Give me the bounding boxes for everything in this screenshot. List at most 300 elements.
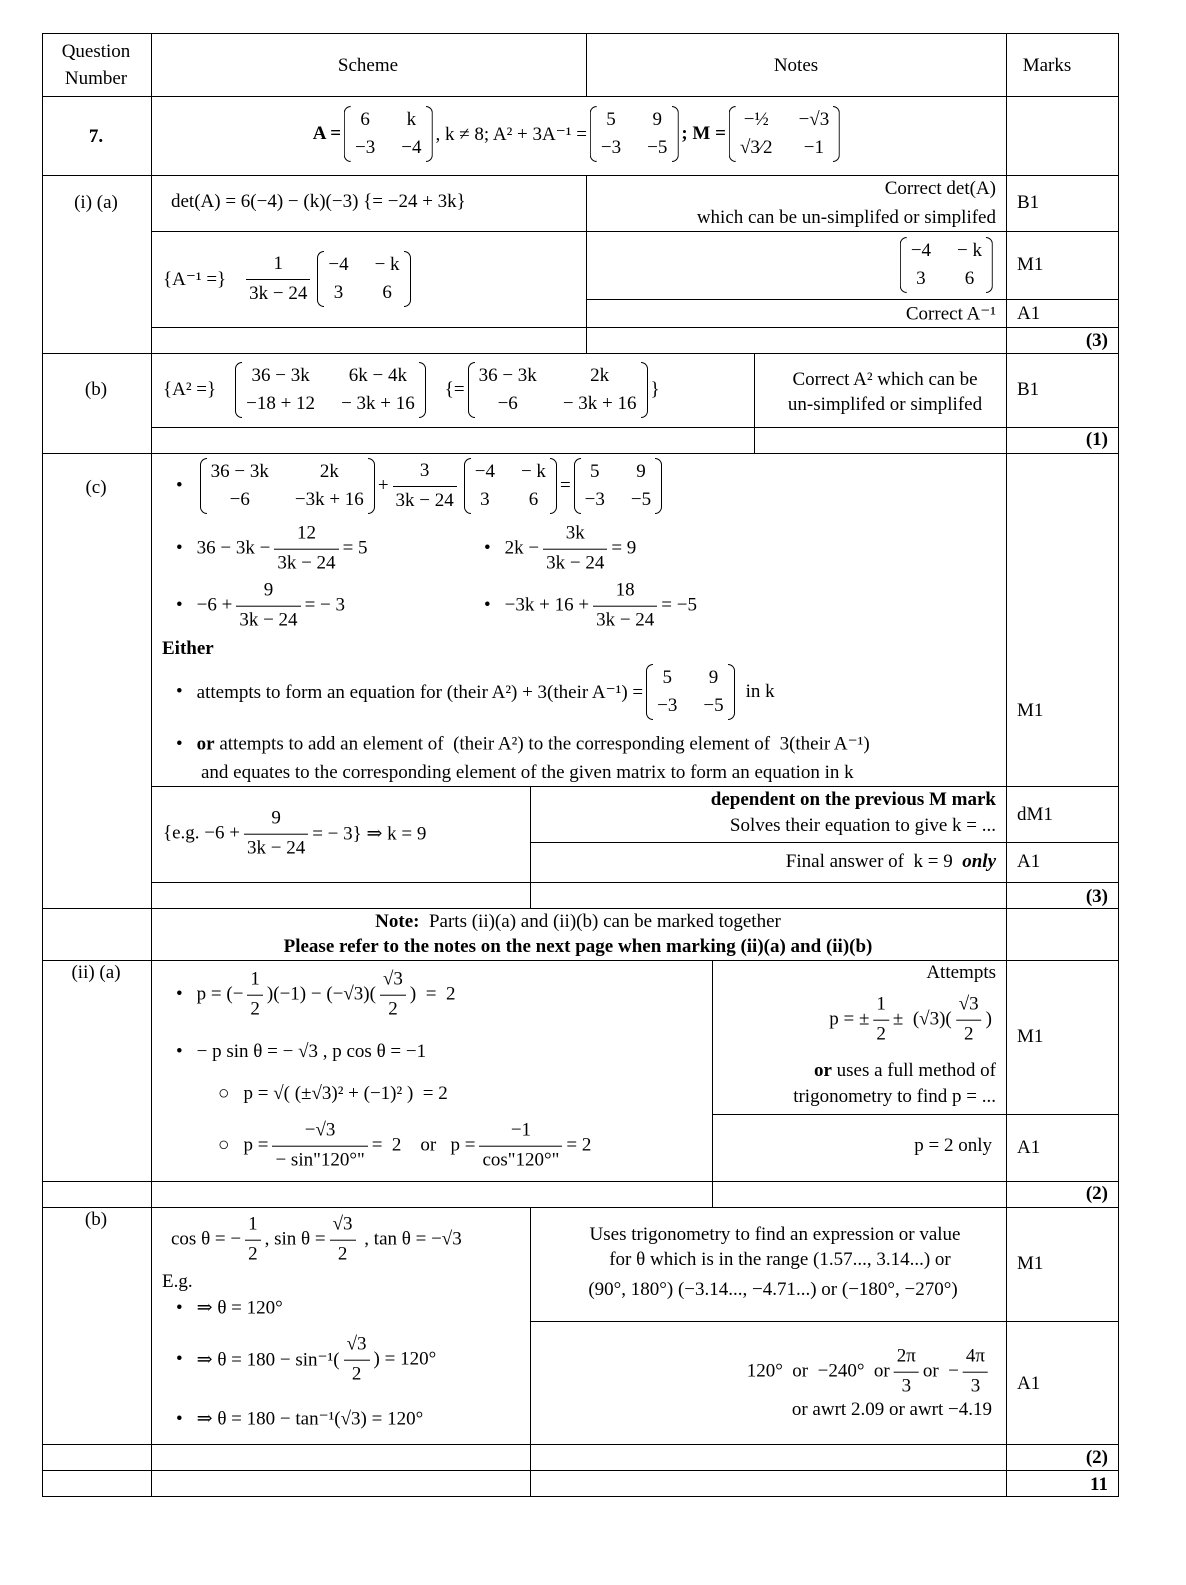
table-cell	[151, 1444, 531, 1471]
part-label: (b)	[84, 379, 108, 400]
fraction	[245, 1214, 261, 1267]
right-paren	[404, 251, 411, 307]
eq-part: = 9	[611, 538, 637, 559]
eq-part: = 2	[566, 1135, 592, 1156]
left-paren	[200, 458, 207, 514]
right-paren	[728, 664, 735, 720]
criterion-text: attempts to add an element of (their A²) to the corresponding element of 3(their A⁻¹)	[214, 733, 870, 755]
denominator: 3k − 24	[546, 552, 605, 574]
part-total: (1)	[1085, 429, 1108, 450]
fraction	[873, 994, 889, 1047]
matrix-entry: 6k − 4k	[348, 365, 408, 386]
table-cell	[1006, 453, 1119, 787]
eq-part: {e.g. −6 +	[163, 823, 240, 844]
matrix	[468, 362, 648, 418]
matrix-entry: √3⁄2	[739, 137, 773, 158]
matrix-entry: k	[406, 109, 417, 130]
det-working: det(A) = 6(−4) − (k)(−3) {= −24 + 3k}	[171, 191, 466, 212]
mark: A1	[1017, 1137, 1041, 1158]
matrix-entry: −3	[584, 489, 605, 510]
matrix-entry: 3	[916, 268, 926, 289]
matrix-entry: − k	[957, 240, 982, 261]
bullet: •	[484, 595, 491, 616]
right-paren	[986, 237, 993, 293]
bullet: •	[176, 681, 183, 702]
numerator: 3	[393, 460, 457, 487]
numerator: 1	[873, 994, 889, 1021]
bullet: •	[176, 733, 183, 754]
numerator: 1	[246, 253, 310, 280]
working	[176, 969, 455, 1022]
left-paren	[468, 362, 475, 418]
eq-part: 36 − 3k −	[196, 538, 271, 559]
left-paren	[317, 251, 324, 307]
fraction	[479, 1120, 562, 1173]
table-cell	[42, 960, 152, 1182]
working	[176, 1297, 283, 1320]
note: Correct A² which can be	[792, 369, 978, 390]
matrix-entries	[653, 664, 727, 720]
matrix-entries	[736, 106, 833, 162]
matrix-entries	[207, 458, 368, 514]
note	[786, 851, 996, 873]
left-paren	[464, 458, 471, 514]
left-paren	[729, 106, 736, 162]
denominator: 3k − 24	[277, 552, 336, 574]
note-line: Please refer to the notes on the next page when marking (ii)(a) and (ii)(b)	[283, 936, 873, 957]
numerator: 2π	[894, 1346, 919, 1373]
matrix-entry: 6	[964, 268, 975, 289]
matrix-entries	[475, 362, 641, 418]
equals: =	[559, 475, 571, 496]
header-scheme: Scheme	[337, 55, 399, 76]
eq-part: ) = 2	[409, 984, 456, 1005]
working	[176, 1408, 423, 1431]
equation	[484, 523, 636, 576]
mark: M1	[1017, 700, 1044, 721]
note: or awrt 2.09 or awrt −4.19	[791, 1399, 992, 1420]
numerator: −√3	[272, 1120, 367, 1147]
mark: M1	[1017, 1253, 1044, 1274]
mark: dM1	[1017, 804, 1053, 825]
trig-values	[171, 1214, 462, 1267]
note: which can be un-simplifed or simplifed	[696, 207, 996, 228]
note: p = 2 only	[914, 1135, 992, 1156]
left-paren	[574, 458, 581, 514]
part-label: (i) (a)	[74, 192, 118, 213]
note-label: Note:	[375, 911, 420, 932]
header-notes: Notes	[773, 55, 819, 76]
note: Attempts	[926, 962, 996, 983]
note: un-simplifed or simplifed	[787, 394, 983, 415]
eq-part: −6 +	[196, 595, 233, 616]
eq-part: ⇒ θ = 180 − sin⁻¹(	[196, 1349, 340, 1371]
part-label: (c)	[85, 477, 107, 498]
bullet: •	[176, 1297, 183, 1318]
sub-bullet: ○	[218, 1135, 230, 1156]
fraction	[272, 1120, 367, 1173]
criterion	[176, 664, 775, 720]
equation	[484, 580, 697, 633]
matrix-entry: 2k	[590, 365, 610, 386]
note-text: Parts (ii)(a) and (ii)(b) can be marked together	[419, 911, 781, 932]
table-cell	[530, 882, 1007, 909]
note: for θ which is in the range (1.57..., 3.14...) or	[609, 1249, 951, 1270]
matrix	[464, 458, 557, 514]
matrix-entry: 9	[708, 667, 719, 688]
matrix-entry: 36 − 3k	[251, 365, 310, 386]
inverse-working	[163, 251, 414, 307]
part-total: (3)	[1085, 886, 1108, 907]
fraction	[244, 808, 308, 861]
table-cell	[1006, 908, 1119, 961]
fraction	[236, 580, 300, 633]
equation	[176, 580, 345, 633]
denominator: 2	[250, 998, 260, 1020]
note: dependent on the previous M mark	[710, 789, 996, 810]
eq-part: = − 3} ⇒ k = 9	[312, 823, 427, 845]
denominator: 2	[337, 1243, 348, 1265]
note-matrix	[897, 237, 996, 293]
note: trigonometry to find p = ...	[793, 1086, 996, 1107]
matrix-entries	[581, 458, 655, 514]
matrix-entry: −½	[743, 109, 769, 130]
numerator: √3	[330, 1214, 356, 1241]
brace: }	[650, 379, 660, 400]
numerator: √3	[344, 1334, 370, 1361]
fraction	[246, 253, 310, 306]
question-number: 7.	[88, 126, 104, 147]
mark: B1	[1017, 192, 1040, 213]
table-cell	[42, 908, 152, 961]
eq-part: cos θ = −	[171, 1229, 242, 1250]
inverse-label: {A⁻¹ =}	[163, 268, 227, 290]
table-cell	[530, 1444, 1007, 1471]
eq-part: )(−1) − (−√3)(	[266, 984, 376, 1005]
denominator: 3	[970, 1375, 981, 1397]
eq-part: = −5	[661, 595, 697, 616]
example-working	[163, 808, 426, 861]
right-paren	[655, 458, 662, 514]
or-label: or	[196, 733, 215, 754]
note-formula	[829, 994, 992, 1047]
left-paren	[646, 664, 653, 720]
bullet: •	[176, 1408, 183, 1429]
matrix-entries	[351, 106, 425, 162]
denominator: 2	[876, 1023, 886, 1045]
equals: {=	[444, 379, 465, 400]
note: Correct det(A)	[884, 178, 996, 199]
eq-part: = 5	[342, 538, 368, 559]
condition: , k ≠ 8; A² + 3A⁻¹ =	[435, 123, 587, 145]
m-label: ; M =	[681, 123, 726, 144]
table-cell	[151, 1181, 713, 1208]
numerator: 9	[236, 580, 300, 607]
matrix-entry: 9	[652, 109, 662, 130]
matrix	[574, 458, 662, 514]
table-cell	[1006, 96, 1119, 176]
table-cell	[754, 427, 1007, 454]
note-answers	[747, 1346, 992, 1399]
matrix-entry: − 3k + 16	[562, 393, 637, 414]
numerator: 12	[274, 523, 338, 550]
matrix-entry: −4	[910, 240, 932, 261]
matrix-entry: 6	[360, 109, 370, 130]
left-paren	[344, 106, 351, 162]
matrix-entry: 3	[333, 282, 344, 303]
note-line	[375, 911, 781, 933]
part-label: (b)	[84, 1209, 108, 1230]
note-text: Final answer of k = 9	[785, 851, 963, 872]
matrix-a	[344, 106, 432, 162]
table-cell	[42, 353, 152, 454]
header-question: Question	[61, 41, 131, 62]
table-cell	[42, 453, 152, 909]
matrix-entry: −3	[355, 137, 376, 158]
question-statement	[313, 106, 843, 162]
matrix-entry: 5	[590, 461, 600, 482]
note: Correct A⁻¹	[905, 303, 996, 325]
eq-part: ± (√3)(	[892, 1009, 952, 1030]
numerator: 9	[244, 808, 308, 835]
fraction	[956, 994, 982, 1047]
matrix-entry: −4	[474, 461, 495, 482]
table-cell	[42, 1207, 152, 1445]
working	[218, 1120, 591, 1173]
matrix	[646, 664, 734, 720]
right-paren	[425, 106, 432, 162]
denominator: cos"120°"	[482, 1149, 560, 1171]
bullet: •	[176, 595, 183, 616]
matrix-entry: −4	[328, 254, 349, 275]
fraction	[330, 1214, 356, 1267]
eq-part: p = ±	[829, 1009, 870, 1030]
matrix-entry: 6	[528, 489, 539, 510]
bullet: •	[176, 538, 183, 559]
matrix-entry: −1	[803, 137, 824, 158]
table-cell	[151, 327, 587, 354]
eq-part: or −	[922, 1361, 959, 1382]
criterion	[176, 733, 870, 756]
table-cell	[151, 427, 755, 454]
matrix-entry: 36 − 3k	[478, 365, 537, 386]
note-text: uses a full method of	[831, 1060, 996, 1081]
table-cell	[586, 327, 1007, 354]
criterion-text: attempts to form an equation for (their A²) + 3(their A⁻¹) =	[196, 681, 644, 703]
left-paren	[235, 362, 242, 418]
numerator: 1	[245, 1214, 261, 1241]
a-label: A =	[312, 123, 342, 144]
table-cell	[712, 1181, 1007, 1208]
part-total: (2)	[1085, 1183, 1108, 1204]
note	[814, 1060, 996, 1082]
numerator: 1	[247, 969, 263, 996]
fraction	[380, 969, 406, 1022]
question-total: 11	[1090, 1474, 1108, 1495]
criterion-text: in k	[745, 681, 775, 702]
denominator: 2	[351, 1363, 362, 1385]
denominator: 3k − 24	[239, 609, 298, 631]
matrix-entry: −5	[630, 489, 652, 510]
fraction	[274, 523, 338, 576]
part-total: (2)	[1085, 1447, 1108, 1468]
working	[176, 1334, 436, 1387]
eq-part: = 2 or p =	[371, 1135, 476, 1156]
bullet: •	[176, 1041, 183, 1062]
matrix-entry: 3	[480, 489, 490, 510]
matrix-entry: −5	[647, 137, 668, 158]
matrix-entries	[597, 106, 671, 162]
right-paren	[641, 362, 648, 418]
matrix-entry: − 3k + 16	[341, 393, 415, 414]
mark: M1	[1017, 254, 1044, 275]
matrix-entry: −5	[703, 695, 724, 716]
matrix-entry: −3	[657, 695, 678, 716]
sub-bullet: ○	[218, 1083, 230, 1104]
eq-part: p = (−	[196, 984, 244, 1005]
header-number: Number	[64, 68, 128, 89]
denominator: 3k − 24	[246, 837, 306, 859]
matrix-entry: −3k + 16	[294, 489, 364, 510]
numerator: 3k	[543, 523, 607, 550]
matrix-entry: −4	[401, 137, 422, 158]
eq-part: −3k + 16 +	[504, 595, 590, 616]
mark: M1	[1017, 1026, 1044, 1047]
eq-part: = − 3	[304, 595, 345, 616]
eq-part: )	[985, 1009, 992, 1030]
denominator: 3	[901, 1375, 912, 1397]
left-paren	[900, 237, 907, 293]
eq-part: ⇒ θ = 120°	[196, 1297, 283, 1319]
fraction	[894, 1346, 919, 1399]
matrix-entry: −3	[600, 137, 622, 158]
matrix-entry: 5	[662, 667, 673, 688]
denominator: 3k − 24	[596, 609, 655, 631]
eq-part: ⇒ θ = 180 − tan⁻¹(√3) = 120°	[196, 1408, 424, 1430]
eq-part: , sin θ =	[264, 1229, 326, 1250]
note: Solves their equation to give k = ...	[729, 815, 996, 836]
matrix-entry: 5	[606, 109, 616, 130]
fraction	[344, 1334, 370, 1387]
only-label: only	[962, 851, 996, 872]
criterion-text: and equates to the corresponding element of the given matrix to form an equation in k	[201, 762, 854, 783]
denominator: 3k − 24	[395, 489, 454, 511]
matrix-entry: −18 + 12	[246, 393, 316, 414]
matrix-entry: − k	[520, 461, 546, 482]
part-label: (ii) (a)	[71, 962, 121, 983]
matrix	[317, 251, 410, 307]
left-paren	[590, 106, 597, 162]
matrix-equation	[176, 458, 665, 514]
a-squared-working	[163, 362, 660, 418]
matrix	[200, 458, 375, 514]
fraction	[543, 523, 607, 576]
numerator: √3	[956, 994, 982, 1021]
matrix-entry: 36 − 3k	[210, 461, 269, 482]
eq-part: , tan θ = −√3	[359, 1229, 462, 1250]
numerator: 4π	[963, 1346, 988, 1373]
note: (90°, 180°) (−3.14..., −4.71...) or (−180°, −270°)	[588, 1279, 958, 1300]
right-paren	[833, 106, 840, 162]
denominator: 2	[388, 998, 398, 1020]
working	[218, 1083, 448, 1105]
numerator: −1	[479, 1120, 562, 1147]
right-paren	[419, 362, 426, 418]
matrix	[235, 362, 426, 418]
fraction	[593, 580, 657, 633]
plus: +	[377, 475, 389, 496]
mark: A1	[1017, 303, 1041, 324]
eq-part: 120° or −240° or	[746, 1361, 890, 1382]
eq-part: p = √( (±√3)² + (−1)² ) = 2	[243, 1083, 448, 1104]
bullet: •	[176, 984, 183, 1005]
matrix-entries	[324, 251, 403, 307]
bullet: •	[176, 1349, 183, 1370]
denominator: 2	[248, 1243, 258, 1265]
table-cell	[42, 1444, 152, 1471]
table-cell	[530, 1470, 1007, 1497]
fraction	[393, 460, 457, 513]
working	[176, 1041, 426, 1063]
table-cell	[42, 1181, 152, 1208]
eq-part: − p sin θ = − √3 , p cos θ = −1	[196, 1041, 427, 1062]
table-cell	[151, 882, 531, 909]
matrix-entries	[242, 362, 419, 418]
table-cell	[42, 1470, 152, 1497]
matrix-rhs	[590, 106, 678, 162]
equation	[176, 523, 368, 576]
or-label: or	[813, 1060, 832, 1081]
matrix-entries	[471, 458, 550, 514]
matrix-m	[729, 106, 840, 162]
eq-part: p =	[243, 1135, 269, 1156]
matrix-entry: −√3	[798, 109, 830, 130]
matrix-entry: − k	[374, 254, 400, 275]
note: Uses trigonometry to find an expression or value	[589, 1224, 961, 1245]
mark: A1	[1017, 1373, 1041, 1394]
table-cell	[151, 1470, 531, 1497]
right-paren	[368, 458, 375, 514]
header-marks: Marks	[1022, 55, 1072, 76]
matrix-entries	[907, 237, 986, 293]
eg-label: E.g.	[162, 1271, 193, 1292]
a-squared-label: {A² =}	[163, 379, 217, 400]
bullet: •	[176, 475, 183, 496]
mark: A1	[1017, 851, 1041, 872]
eq-part: ) = 120°	[373, 1349, 437, 1370]
matrix-entry: 9	[636, 461, 646, 482]
either-heading: Either	[162, 638, 214, 659]
numerator: √3	[380, 969, 406, 996]
eq-part: 2k −	[504, 538, 540, 559]
bullet: •	[484, 538, 491, 559]
part-total: (3)	[1085, 330, 1108, 351]
right-paren	[671, 106, 678, 162]
denominator: 3k − 24	[249, 282, 308, 304]
right-paren	[550, 458, 557, 514]
fraction	[963, 1346, 988, 1399]
matrix-entry: 2k	[319, 461, 339, 482]
numerator: 18	[593, 580, 657, 607]
mark: B1	[1017, 379, 1040, 400]
fraction	[247, 969, 263, 1022]
denominator: 2	[963, 1023, 974, 1045]
matrix-entry: 6	[382, 282, 392, 303]
denominator: − sin"120°"	[275, 1149, 365, 1171]
matrix	[900, 237, 993, 293]
matrix-entry: −6	[497, 393, 518, 414]
matrix-entry: −6	[229, 489, 250, 510]
